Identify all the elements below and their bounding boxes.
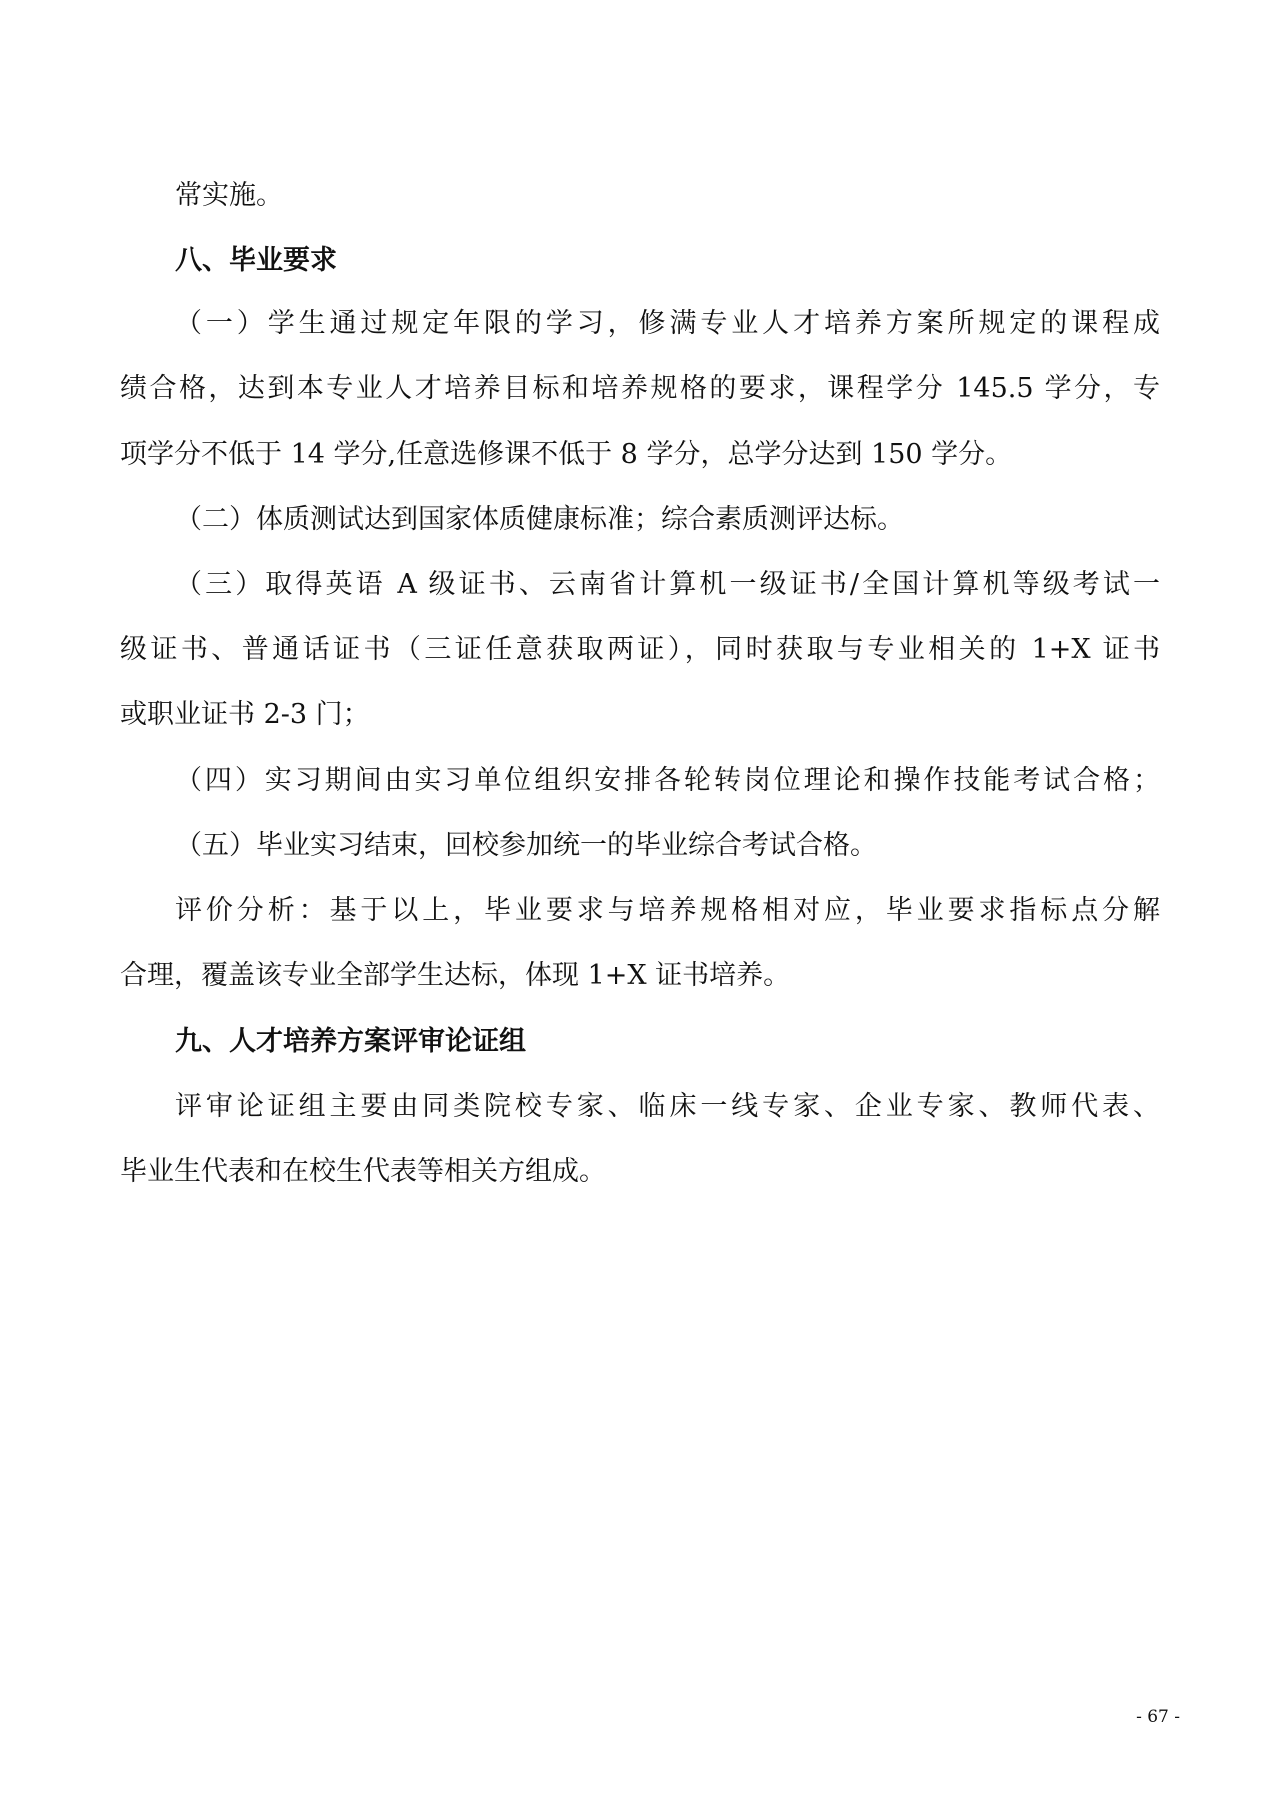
requirement-3-line-1: （三）取得英语 A 级证书、云南省计算机一级证书/全国计算机等级考试一 — [175, 569, 1160, 600]
review-group-line-2: 毕业生代表和在校生代表等相关方组成。 — [120, 1156, 606, 1187]
requirement-1-line-1: （一）学生通过规定年限的学习，修满专业人才培养方案所规定的课程成 — [175, 308, 1160, 339]
section-9-heading: 九、人才培养方案评审论证组 — [175, 1026, 526, 1057]
evaluation-line-2: 合理，覆盖该专业全部学生达标，体现 1+X 证书培养。 — [120, 960, 791, 991]
continuation-text: 常实施。 — [175, 180, 283, 211]
requirement-5: （五）毕业实习结束，回校参加统一的毕业综合考试合格。 — [175, 830, 877, 861]
evaluation-line-1: 评价分析：基于以上，毕业要求与培养规格相对应，毕业要求指标点分解 — [175, 895, 1160, 926]
requirement-3-line-2: 级证书、普通话证书（三证任意获取两证），同时获取与专业相关的 1+X 证书 — [120, 634, 1160, 665]
review-group-line-1: 评审论证组主要由同类院校专家、临床一线专家、企业专家、教师代表、 — [175, 1091, 1160, 1122]
requirement-1-line-2: 绩合格，达到本专业人才培养目标和培养规格的要求，课程学分 145.5 学分，专 — [120, 373, 1160, 404]
section-8-heading: 八、毕业要求 — [175, 245, 337, 276]
requirement-4: （四）实习期间由实习单位组织安排各轮转岗位理论和操作技能考试合格； — [175, 765, 1160, 796]
requirement-3-line-3: 或职业证书 2-3 门； — [120, 699, 370, 730]
requirement-2: （二）体质测试达到国家体质健康标准；综合素质测评达标。 — [175, 504, 904, 535]
requirement-1-line-3: 项学分不低于 14 学分,任意选修课不低于 8 学分，总学分达到 150 学分。 — [120, 439, 1013, 470]
page-number: - 67 - — [1136, 1707, 1180, 1727]
